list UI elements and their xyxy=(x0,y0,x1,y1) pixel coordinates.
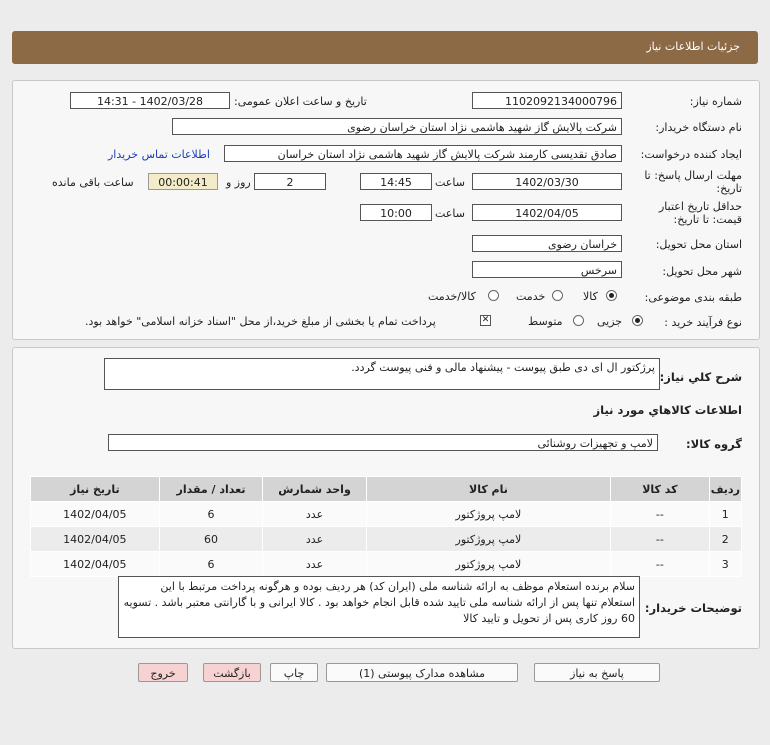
cell-name: لامپ پروژکتور xyxy=(366,527,610,552)
delivery-province-field: خراسان رضوی xyxy=(472,235,622,252)
category-radio-goods[interactable] xyxy=(606,290,617,301)
cell-name: لامپ پروژکتور xyxy=(366,502,610,527)
cell-unit: عدد xyxy=(263,527,367,552)
cell-unit: عدد xyxy=(263,502,367,527)
validity-time-field: 10:00 xyxy=(360,204,432,221)
deadline-days-field: 2 xyxy=(254,173,326,190)
purchase-option-medium: متوسط xyxy=(528,315,563,328)
cell-row: 1 xyxy=(709,502,741,527)
col-date: تاریخ نیاز xyxy=(31,477,160,502)
remaining-time-label: ساعت باقی مانده xyxy=(52,176,134,189)
announce-datetime-field: 1402/03/28 - 14:31 xyxy=(70,92,230,109)
cell-date: 1402/04/05 xyxy=(31,552,160,577)
buyer-notes-label: توضیحات خریدار: xyxy=(644,601,742,615)
back-button[interactable]: بازگشت xyxy=(203,663,261,682)
validity-date-field: 1402/04/05 xyxy=(472,204,622,221)
category-radio-goods-service[interactable] xyxy=(488,290,499,301)
description-field: پرژکتور ال ای دی طبق پیوست - پیشنهاد مالی و فنی پیوست گردد. xyxy=(104,358,660,390)
attachments-button[interactable]: مشاهده مدارک پیوستی (1) xyxy=(326,663,518,682)
table-row xyxy=(31,527,742,552)
cell-qty: 60 xyxy=(159,527,263,552)
print-button[interactable]: چاپ xyxy=(270,663,318,682)
deadline-date-field: 1402/03/30 xyxy=(472,173,622,190)
category-label: طبقه بندی موضوعی: xyxy=(644,291,742,304)
goods-group-label: گروه کالا: xyxy=(686,437,742,451)
reply-button[interactable]: پاسخ به نیاز xyxy=(534,663,660,682)
deadline-days-label: روز و xyxy=(226,176,251,189)
cell-date: 1402/04/05 xyxy=(31,527,160,552)
treasury-note: پرداخت تمام یا بخشی از مبلغ خرید،از محل "اسناد خزانه اسلامی" خواهد بود. xyxy=(85,315,436,328)
category-option-service: خدمت xyxy=(516,290,546,303)
purchase-option-minor: جزیی xyxy=(597,315,623,328)
delivery-city-label: شهر محل تحویل: xyxy=(662,265,742,278)
exit-button[interactable]: خروج xyxy=(138,663,188,682)
purchase-type-label: نوع فرآیند خرید : xyxy=(664,316,742,329)
requester-label: ایجاد کننده درخواست: xyxy=(640,148,742,161)
cell-code: -- xyxy=(611,527,710,552)
buyer-contact-link[interactable]: اطلاعات تماس خریدار xyxy=(108,148,210,161)
requester-field: صادق تقدیسی کارمند شرکت پالایش گاز شهید هاشمی نژاد استان خراسان xyxy=(224,145,622,162)
page-title: جزئیات اطلاعات نیاز xyxy=(646,40,740,53)
description-label: شرح کلي نیاز: xyxy=(659,370,742,384)
goods-group-field: لامپ و تجهیزات روشنائی xyxy=(108,434,658,451)
col-row: ردیف xyxy=(709,477,741,502)
col-qty: تعداد / مقدار xyxy=(159,477,263,502)
category-option-goods: کالا xyxy=(583,290,598,303)
col-name: نام کالا xyxy=(366,477,610,502)
announce-datetime-label: تاریخ و ساعت اعلان عمومی: xyxy=(234,95,367,108)
cell-row: 2 xyxy=(709,527,741,552)
page-header xyxy=(12,31,758,64)
cell-code: -- xyxy=(611,502,710,527)
deadline-time-label: ساعت xyxy=(435,176,465,189)
goods-table-header xyxy=(31,477,742,502)
cell-name: لامپ پروژکتور xyxy=(366,552,610,577)
goods-section-title: اطلاعات کالاهاي مورد نیاز xyxy=(593,403,742,417)
remaining-time-field: 00:00:41 xyxy=(148,173,218,190)
buyer-notes-field: سلام برنده استعلام موظف به ارائه شناسه ملی (ایران کد) هر ردیف بوده و هرگونه پرداخت مرتبط با این استعلام تنها پس از ارائه شناسه ملی تایید شده قابل انجام خواهد بود . کالا ایرانی و با گارانتی معتبر باشد . تسویه 60 روز کاری پس از تحویل و تایید کالا xyxy=(118,576,640,638)
need-number-label: شماره نیاز: xyxy=(689,95,742,108)
category-option-goods-service: کالا/خدمت xyxy=(428,290,476,303)
purchase-radio-minor[interactable] xyxy=(632,315,643,326)
cell-date: 1402/04/05 xyxy=(31,502,160,527)
goods-table xyxy=(30,476,742,577)
treasury-checkbox[interactable]: ✕ xyxy=(481,315,490,325)
cell-qty: 6 xyxy=(159,502,263,527)
table-row xyxy=(31,502,742,527)
cell-unit: عدد xyxy=(263,552,367,577)
table-row xyxy=(31,552,742,577)
col-code: کد کالا xyxy=(611,477,710,502)
buyer-org-field: شرکت پالایش گاز شهید هاشمی نژاد استان خراسان رضوی xyxy=(172,118,622,135)
cell-qty: 6 xyxy=(159,552,263,577)
deadline-time-field: 14:45 xyxy=(360,173,432,190)
category-radio-service[interactable] xyxy=(552,290,563,301)
need-number-field: 1102092134000796 xyxy=(472,92,622,109)
col-unit: واحد شمارش xyxy=(263,477,367,502)
delivery-province-label: استان محل تحویل: xyxy=(655,238,742,251)
buyer-org-label: نام دستگاه خریدار: xyxy=(655,121,742,134)
delivery-city-field: سرخس xyxy=(472,261,622,278)
validity-time-label: ساعت xyxy=(435,207,465,220)
deadline-label: مهلت ارسال پاسخ: تا تاریخ: xyxy=(644,169,742,195)
validity-label: حداقل تاریخ اعتبار قیمت: تا تاریخ: xyxy=(658,200,742,226)
purchase-radio-medium[interactable] xyxy=(573,315,584,326)
cell-row: 3 xyxy=(709,552,741,577)
cell-code: -- xyxy=(611,552,710,577)
